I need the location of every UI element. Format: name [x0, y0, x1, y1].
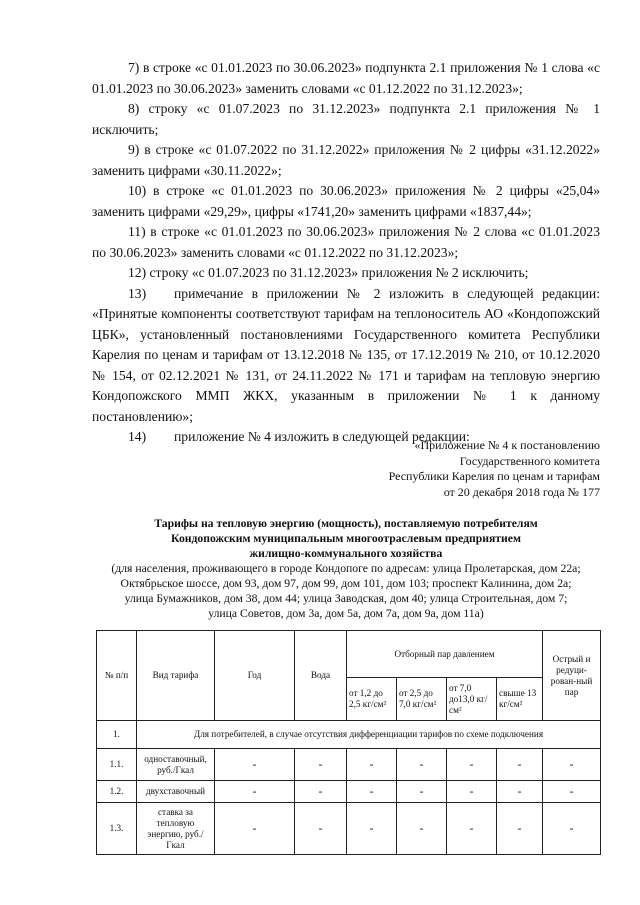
paragraph-item-10: 10) в строке «с 01.01.2023 по 30.06.2023» приложения № 2 цифры «25,04» заменить цифрами «29,29», цифры «1741,20» заменить цифрами «1837,44»; [92, 183, 600, 219]
paragraph-item-11: 11) в строке «с 01.01.2023 по 30.06.2023» приложения № 2 слова «с 01.01.2023 по 30.06.2023» заменить словами «с 01.12.2022 по 31.12.2023»; [92, 224, 600, 260]
title-line: Тарифы на тепловую энергию (мощность), поставляемую потребителям [154, 517, 538, 530]
row-cell: - [397, 781, 447, 803]
row-cell: - [447, 803, 497, 855]
row-cell: - [347, 803, 397, 855]
item-14-number: 14) [128, 429, 147, 444]
title-subline: Октябрьское шоссе, дом 93, дом 97, дом 99, дом 101, дом 103; проспект Калинина, дом 2а; [120, 577, 572, 590]
row-num: 1.2. [97, 781, 137, 803]
header-num: № п/п [97, 631, 137, 721]
row-cell: - [295, 803, 347, 855]
row-cell: - [447, 781, 497, 803]
section-num: 1. [97, 721, 137, 749]
item-13-number: 13) [128, 285, 147, 301]
document-body [92, 58, 600, 448]
item-14-text: приложение № 4 изложить в следующей редакции: [174, 429, 470, 444]
row-cell: - [347, 749, 397, 781]
header-water: Вода [295, 631, 347, 721]
appendix-line: от 20 декабря 2018 года № 177 [443, 484, 600, 499]
table-section-row [97, 721, 601, 749]
paragraph-item-8: 8) строку «с 01.07.2023 по 31.12.2023» подпункта 2.1 приложения № 1 исключить; [92, 101, 600, 137]
row-num: 1.1. [97, 749, 137, 781]
row-tariff-type: одноставочный, руб./Гкал [137, 749, 215, 781]
title-subline: (для населения, проживающего в городе Кондопоге по адресам: улица Пролетарская, дом 22а; [111, 562, 581, 575]
header-pressure-2: от 2,5 до 7,0 кг/см² [397, 678, 447, 721]
row-cell: - [543, 803, 601, 855]
row-cell: - [497, 749, 543, 781]
row-cell: - [397, 803, 447, 855]
table-header-row [97, 631, 601, 678]
row-cell: - [497, 781, 543, 803]
tariff-table [96, 630, 601, 855]
appendix-header [300, 438, 600, 500]
header-pressure-1: от 1,2 до 2,5 кг/см² [347, 678, 397, 721]
row-cell: - [347, 781, 397, 803]
table-row [97, 749, 601, 781]
title-line: Кондопожским муниципальным многоотраслевым предприятием [171, 532, 521, 545]
row-cell: - [497, 803, 543, 855]
row-cell: - [397, 749, 447, 781]
tariff-title [92, 516, 600, 621]
paragraph-item-12: 12) строку «с 01.07.2023 по 31.12.2023» приложения № 2 исключить; [128, 265, 529, 280]
appendix-line: Республики Карелия по ценам и тарифам [388, 469, 600, 483]
appendix-line: «Приложение № 4 к постановлению [414, 438, 600, 452]
header-pressure-3: от 7,0 до13,0 кг/см² [447, 678, 497, 721]
title-line: жилищно-коммунального хозяйства [249, 547, 443, 560]
row-cell: - [447, 749, 497, 781]
header-steam: Отборный пар давлением [347, 631, 543, 678]
row-tariff-type: двухставочный [137, 781, 215, 803]
title-subline: улица Советов, дом 3а, дом 5а, дом 7а, дом 9а, дом 11а) [208, 607, 484, 620]
row-cell: - [215, 781, 295, 803]
header-pressure-4: свыше 13 кг/см² [497, 678, 543, 721]
row-num: 1.3. [97, 803, 137, 855]
paragraph-item-7: 7) в строке «с 01.01.2023 по 30.06.2023» подпункта 2.1 приложения № 1 слова «с 01.01.2023 по 30.06.2023» заменить словами «с 01.12.2022 по 31.12.2023»; [92, 60, 600, 96]
row-tariff-type: ставка за тепловую энергию, руб./Гкал [137, 803, 215, 855]
header-tariff-type: Вид тарифа [137, 631, 215, 721]
row-cell: - [543, 781, 601, 803]
title-subline: улица Бумажников, дом 38, дом 44; улица Заводская, дом 40; улица Строительная, дом 7; [124, 592, 568, 605]
row-cell: - [215, 749, 295, 781]
paragraph-item-9: 9) в строке «с 01.07.2022 по 31.12.2022» приложения № 2 цифры «31.12.2022» заменить цифрами «30.11.2022»; [92, 142, 600, 178]
paragraph-item-13 [92, 284, 600, 428]
appendix-line: Государственного комитета [459, 453, 600, 468]
row-cell: - [215, 803, 295, 855]
row-cell: - [295, 749, 347, 781]
section-text: Для потребителей, в случае отсутствия дифференциации тарифов по схеме подключения [137, 721, 601, 749]
header-year: Год [215, 631, 295, 721]
item-13-text: примечание в приложении № 2 изложить в следующей редакции: «Принятые компоненты соответствуют тарифам на теплоноситель АО «Кондопожский ЦБК», установленный постановлениями Государственного комитета Республики Карелия по ценам и тарифам от 13.12.2018 № 135, от 17.12.2019 № 210, от 10.12.2020 № 154, от 02.12.2021 № 131, от 24.11.2022 № 171 и тарифам на тепловую энергию Кондопожского ММП ЖКХ, указанным в приложении № 1 к данному постановлению»; [92, 285, 600, 424]
table-row [97, 803, 601, 855]
table-row [97, 781, 601, 803]
row-cell: - [543, 749, 601, 781]
row-cell: - [295, 781, 347, 803]
header-sharp-steam: Острый и редуци-рован-ный пар [543, 631, 601, 721]
